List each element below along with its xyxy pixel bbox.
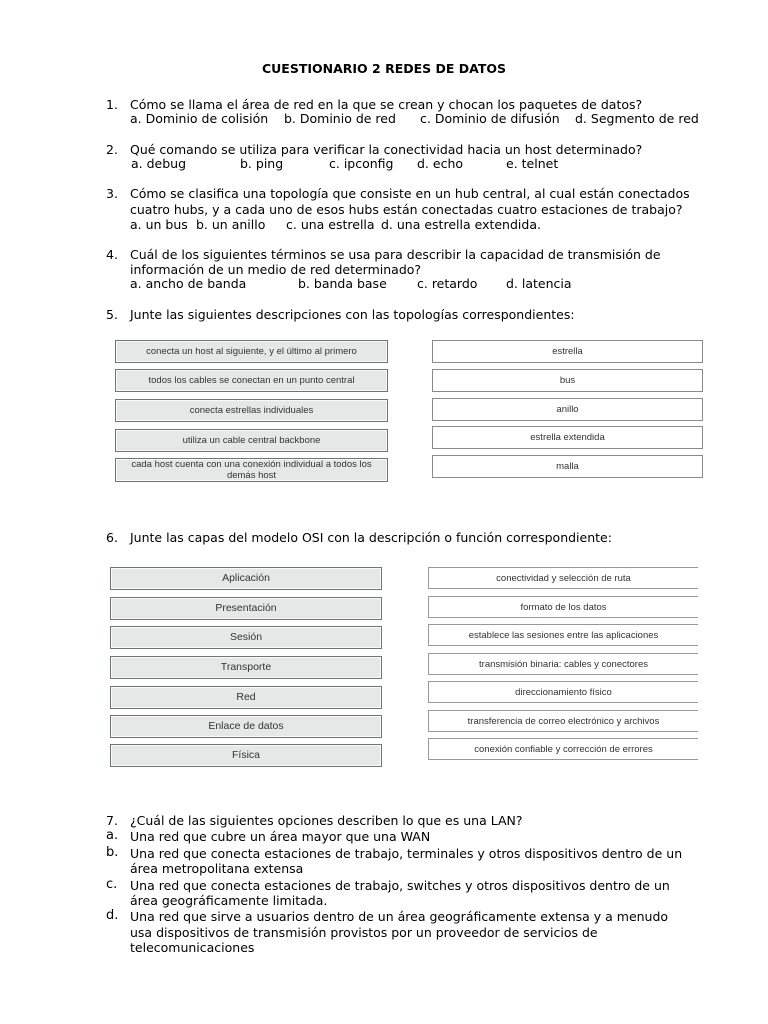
q7-letter-d: d. [106, 908, 119, 923]
q7-number: 7. [106, 813, 118, 828]
q1-option-c: c. Dominio de difusión [420, 111, 560, 126]
q5-topology-box[interactable]: estrella [432, 340, 703, 363]
q2-option-d: d. echo [417, 156, 464, 171]
q3-option-a: a. un bus [130, 217, 188, 232]
q5-topology-box[interactable]: bus [432, 369, 703, 392]
q4-option-a: a. ancho de banda [130, 276, 247, 291]
q5-description-box[interactable]: utiliza un cable central backbone [115, 429, 388, 452]
q1-option-d: d. Segmento de red [575, 111, 699, 126]
q7-option-d-line3: telecomunicaciones [130, 940, 255, 955]
q5-number: 5. [106, 307, 118, 322]
q5-topology-box[interactable]: estrella extendida [432, 426, 703, 449]
q6-function-box[interactable]: conectividad y selección de ruta [428, 567, 698, 589]
q2-option-e: e. telnet [506, 156, 559, 171]
q1-option-b: b. Dominio de red [284, 111, 396, 126]
q6-function-box[interactable]: establece las sesiones entre las aplicaciones [428, 624, 698, 646]
q6-osi-layer-box[interactable]: Sesión [110, 626, 382, 649]
q4-text-line1: Cuál de los siguientes términos se usa para describir la capacidad de transmisión de [130, 247, 661, 262]
q3-text-line2: cuatro hubs, y a cada uno de esos hubs están conectadas cuatro estaciones de trabajo? [130, 202, 683, 217]
q4-option-b: b. banda base [298, 276, 387, 291]
q7-option-b-line1: Una red que conecta estaciones de trabajo, terminales y otros dispositivos dentro de un [130, 846, 683, 861]
q7-letter-c: c. [106, 877, 118, 892]
q6-function-box[interactable]: transmisión binaria: cables y conectores [428, 653, 698, 675]
q7-letter-a: a. [106, 828, 119, 843]
q6-osi-layer-box[interactable]: Presentación [110, 597, 382, 620]
q1-number: 1. [106, 97, 118, 112]
q4-number: 4. [106, 247, 118, 262]
q2-text: Qué comando se utiliza para verificar la conectividad hacia un host determinado? [130, 142, 643, 157]
q4-option-d: d. latencia [506, 276, 572, 291]
q5-topology-box[interactable]: malla [432, 455, 703, 478]
q7-option-d-line2: usa dispositivos de transmisión provistos por un proveedor de servicios de [130, 925, 598, 940]
q7-option-d-line1: Una red que sirve a usuarios dentro de un área geográficamente extensa y a menudo [130, 909, 669, 924]
q7-text: ¿Cuál de las siguientes opciones describen lo que es una LAN? [130, 813, 523, 828]
q3-text-line1: Cómo se clasifica una topología que consiste en un hub central, al cual están conectados [130, 186, 690, 201]
q2-number: 2. [106, 142, 118, 157]
q7-letter-b: b. [106, 845, 119, 860]
q6-function-box[interactable]: formato de los datos [428, 596, 698, 618]
q6-osi-layer-box[interactable]: Transporte [110, 656, 382, 679]
q5-description-box[interactable]: todos los cables se conectan en un punto central [115, 369, 388, 392]
q6-function-box[interactable]: transferencia de correo electrónico y archivos [428, 710, 698, 732]
q3-number: 3. [106, 186, 118, 201]
q6-osi-layer-box[interactable]: Física [110, 744, 382, 767]
q6-osi-layer-box[interactable]: Enlace de datos [110, 715, 382, 738]
q1-option-a: a. Dominio de colisión [130, 111, 269, 126]
q5-description-box[interactable]: conecta un host al siguiente, y el último al primero [115, 340, 388, 363]
q4-text-line2: información de un medio de red determinado? [130, 262, 422, 277]
q7-option-b-line2: área metropolitana extensa [130, 861, 304, 876]
q6-function-box[interactable]: direccionamiento físico [428, 681, 698, 703]
q6-osi-layer-box[interactable]: Aplicación [110, 567, 382, 590]
q7-option-a: Una red que cubre un área mayor que una WAN [130, 829, 431, 844]
q6-function-box[interactable]: conexión confiable y corrección de errores [428, 738, 698, 760]
q7-option-c-line2: área geográficamente limitada. [130, 893, 328, 908]
q5-description-box[interactable]: cada host cuenta con una conexión individual a todos los demás host [115, 458, 388, 482]
q5-topology-box[interactable]: anillo [432, 398, 703, 421]
q5-description-box[interactable]: conecta estrellas individuales [115, 399, 388, 422]
q3-option-b: b. un anillo [196, 217, 266, 232]
document-title: CUESTIONARIO 2 REDES DE DATOS [261, 61, 507, 76]
q7-option-c-line1: Una red que conecta estaciones de trabajo, switches y otros dispositivos dentro de un [130, 878, 670, 893]
q2-option-b: b. ping [240, 156, 284, 171]
q6-text: Junte las capas del modelo OSI con la descripción o función correspondiente: [130, 530, 612, 545]
q4-option-c: c. retardo [417, 276, 478, 291]
q6-osi-layer-box[interactable]: Red [110, 686, 382, 709]
q3-option-d: d. una estrella extendida. [381, 217, 541, 232]
q6-number: 6. [106, 530, 118, 545]
q1-text: Cómo se llama el área de red en la que se crean y chocan los paquetes de datos? [130, 97, 643, 112]
q3-option-c: c. una estrella [286, 217, 375, 232]
q2-option-a: a. debug [131, 156, 187, 171]
q5-text: Junte las siguientes descripciones con las topologías correspondientes: [130, 307, 575, 322]
q2-option-c: c. ipconfig [329, 156, 394, 171]
